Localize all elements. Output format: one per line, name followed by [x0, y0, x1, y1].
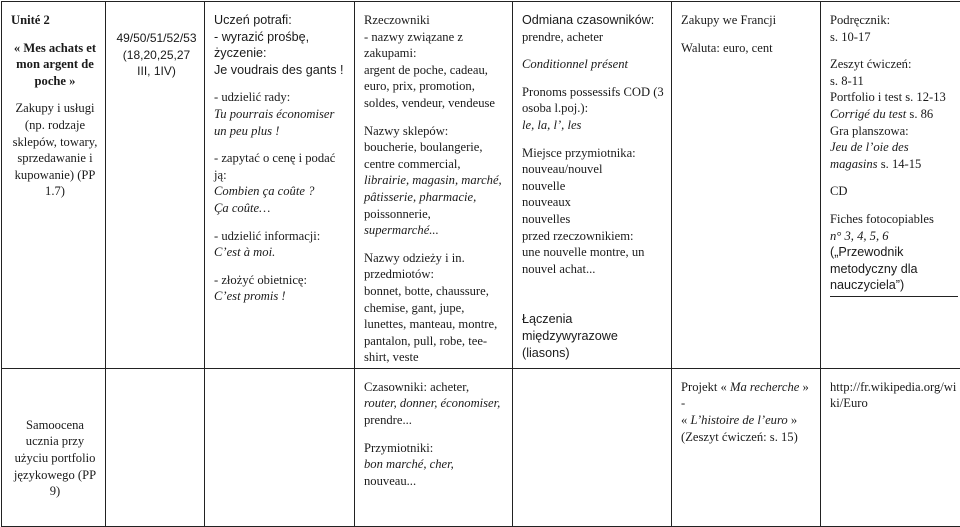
culture-title: Zakupy we Francji [681, 12, 814, 29]
function-price-example: Combien ça coûte ? [214, 183, 348, 200]
grammar-cell [513, 2, 672, 369]
bottom-verbs-cell [355, 368, 513, 526]
grammar-verbs: prendre, acheter [522, 29, 665, 46]
project-prefix: Projekt « [681, 380, 727, 394]
grammar-title: Odmiana czasowników: [522, 12, 665, 29]
grammar-possessive-label: Pronoms possessifs COD (3 osoba l.poj.): [522, 84, 665, 117]
board-game-title: Jeu de l’oie des magasins [830, 140, 909, 171]
pages-dates: 49/50/51/52/53 (18,20,25,27 III, 1IV) [115, 30, 198, 80]
vocab-shops-italic-2: supermarché... [364, 222, 506, 239]
project2-title: L’histoire de l’euro [690, 413, 787, 427]
vocab-shops-words: boucherie, boulangerie, centre commercial, [364, 139, 506, 172]
workbook-label: Zeszyt ćwiczeń: [830, 56, 958, 73]
lesson-plan-table [1, 1, 960, 527]
vocab-clothes-label: Nazwy odzieży i in. przedmiotów: [364, 250, 506, 283]
bottom-empty-cell-3 [513, 368, 672, 526]
cards-numbers: n° 3, 4, 5, 6 [830, 228, 958, 245]
vocabulary-cell [355, 2, 513, 369]
materials-cell [821, 2, 960, 369]
verbs-italic: router, donner, économiser, [364, 395, 506, 412]
self-assessment: Samoocena ucznia przy użyciu portfolio językowego (PP 9) [11, 417, 99, 500]
function-promise: - złożyć obietnicę: [214, 272, 348, 289]
project-title: Ma recherche [730, 380, 799, 394]
adjectives-more: nouveau... [364, 473, 506, 490]
lesson-plan-row-main [2, 2, 960, 369]
corrige-title: Corrigé du test [830, 107, 906, 121]
board-game-pages: s. 14-15 [881, 157, 922, 171]
pages-cell [106, 2, 205, 369]
verbs-more: prendre... [364, 412, 506, 429]
grammar-adj-place: Miejsce przymiotnika: [522, 145, 665, 162]
unit-name: « Mes achats et mon argent de poche » [11, 40, 99, 90]
vocab-title: Rzeczowniki [364, 12, 506, 29]
bottom-empty-cell-2 [205, 368, 355, 526]
grammar-conditionnel: Conditionnel présent [522, 56, 665, 73]
function-price: - zapytać o cenę i podać ją: [214, 150, 348, 183]
grammar-liaison: Łączenia międzywyrazowe (liasons) [522, 311, 665, 361]
function-request: - wyrazić prośbę, życzenie: [214, 29, 348, 62]
textbook-pages: s. 10-17 [830, 29, 958, 46]
unit-cell [2, 2, 106, 369]
grammar-before-noun: przed rzeczownikiem: [522, 228, 665, 245]
project-cell [672, 368, 821, 526]
function-request-example: Je voudrais des gants ! [214, 62, 348, 79]
unit-topic: Zakupy i usługi (np. rodzaje sklepów, towary, sprzedawanie i kupowanie) (PP 1.7) [11, 100, 99, 200]
function-price-example-2: Ça coûte… [214, 200, 348, 217]
functions-label: Uczeń potrafi: [214, 12, 348, 29]
wikipedia-link[interactable]: http://fr.wikipedia.org/wiki/Euro [830, 379, 958, 412]
project-note: (Zeszyt ćwiczeń: s. 15) [681, 429, 814, 446]
cd-label: CD [830, 183, 958, 200]
teacher-guide: („Przewodnik metodyczny dla nauczyciela”) [830, 244, 958, 294]
project-suffix: » - [681, 380, 809, 411]
culture-cell [672, 2, 821, 369]
function-advice-example: Tu pourrais économiser un peu plus ! [214, 106, 348, 139]
board-game-line [830, 139, 958, 172]
project2-prefix: « [681, 413, 687, 427]
grammar-examples: une nouvelle montre, un nouvel achat... [522, 244, 665, 277]
grammar-adj-forms: nouveau/nouvel nouvelle nouveaux nouvelles [522, 161, 592, 227]
vocab-shops-more: poissonnerie, [364, 206, 506, 223]
project-line-2 [681, 412, 814, 429]
textbook-label: Podręcznik: [830, 12, 958, 29]
vocab-shops-label: Nazwy sklepów: [364, 123, 506, 140]
unit-title: Unité 2 [11, 12, 99, 29]
functions-cell [205, 2, 355, 369]
lesson-plan-row-bottom [2, 368, 960, 526]
culture-currency: Waluta: euro, cent [681, 40, 814, 57]
vocab-shopping-words: argent de poche, cadeau, euro, prix, promotion, soldes, vendeur, vendeuse [364, 62, 506, 112]
adjectives-italic: bon marché, cher, [364, 456, 506, 473]
board-game-label: Gra planszowa: [830, 123, 958, 140]
bottom-empty-cell-1 [106, 368, 205, 526]
corrige-pages: s. 86 [909, 107, 933, 121]
grammar-possessive-forms: le, la, l’, les [522, 117, 665, 134]
vocab-shops-italic: librairie, magasin, marché, pâtisserie, pharmacie, [364, 172, 506, 205]
portfolio-test: Portfolio i test s. 12-13 [830, 89, 958, 106]
function-promise-example: C’est promis ! [214, 288, 348, 305]
function-info: - udzielić informacji: [214, 228, 348, 245]
project2-suffix: » [791, 413, 797, 427]
verbs-label: Czasowniki: acheter, [364, 379, 506, 396]
workbook-pages: s. 8-11 [830, 73, 958, 90]
corrige-line [830, 106, 958, 123]
link-cell [821, 368, 960, 526]
vocab-clothes-words: bonnet, botte, chaussure, chemise, gant, jupe, lunettes, manteau, montre, pantalon, pull, robe, tee-shirt, veste [364, 283, 506, 366]
vocab-shopping-label: - nazwy związane z zakupami: [364, 29, 506, 62]
project-line-1 [681, 379, 814, 412]
materials-rule [830, 296, 958, 297]
cards-label: Fiches fotocopiables [830, 211, 958, 228]
function-info-example: C’est à moi. [214, 244, 348, 261]
adjectives-label: Przymiotniki: [364, 440, 506, 457]
function-advice: - udzielić rady: [214, 89, 348, 106]
self-assessment-cell [2, 368, 106, 526]
